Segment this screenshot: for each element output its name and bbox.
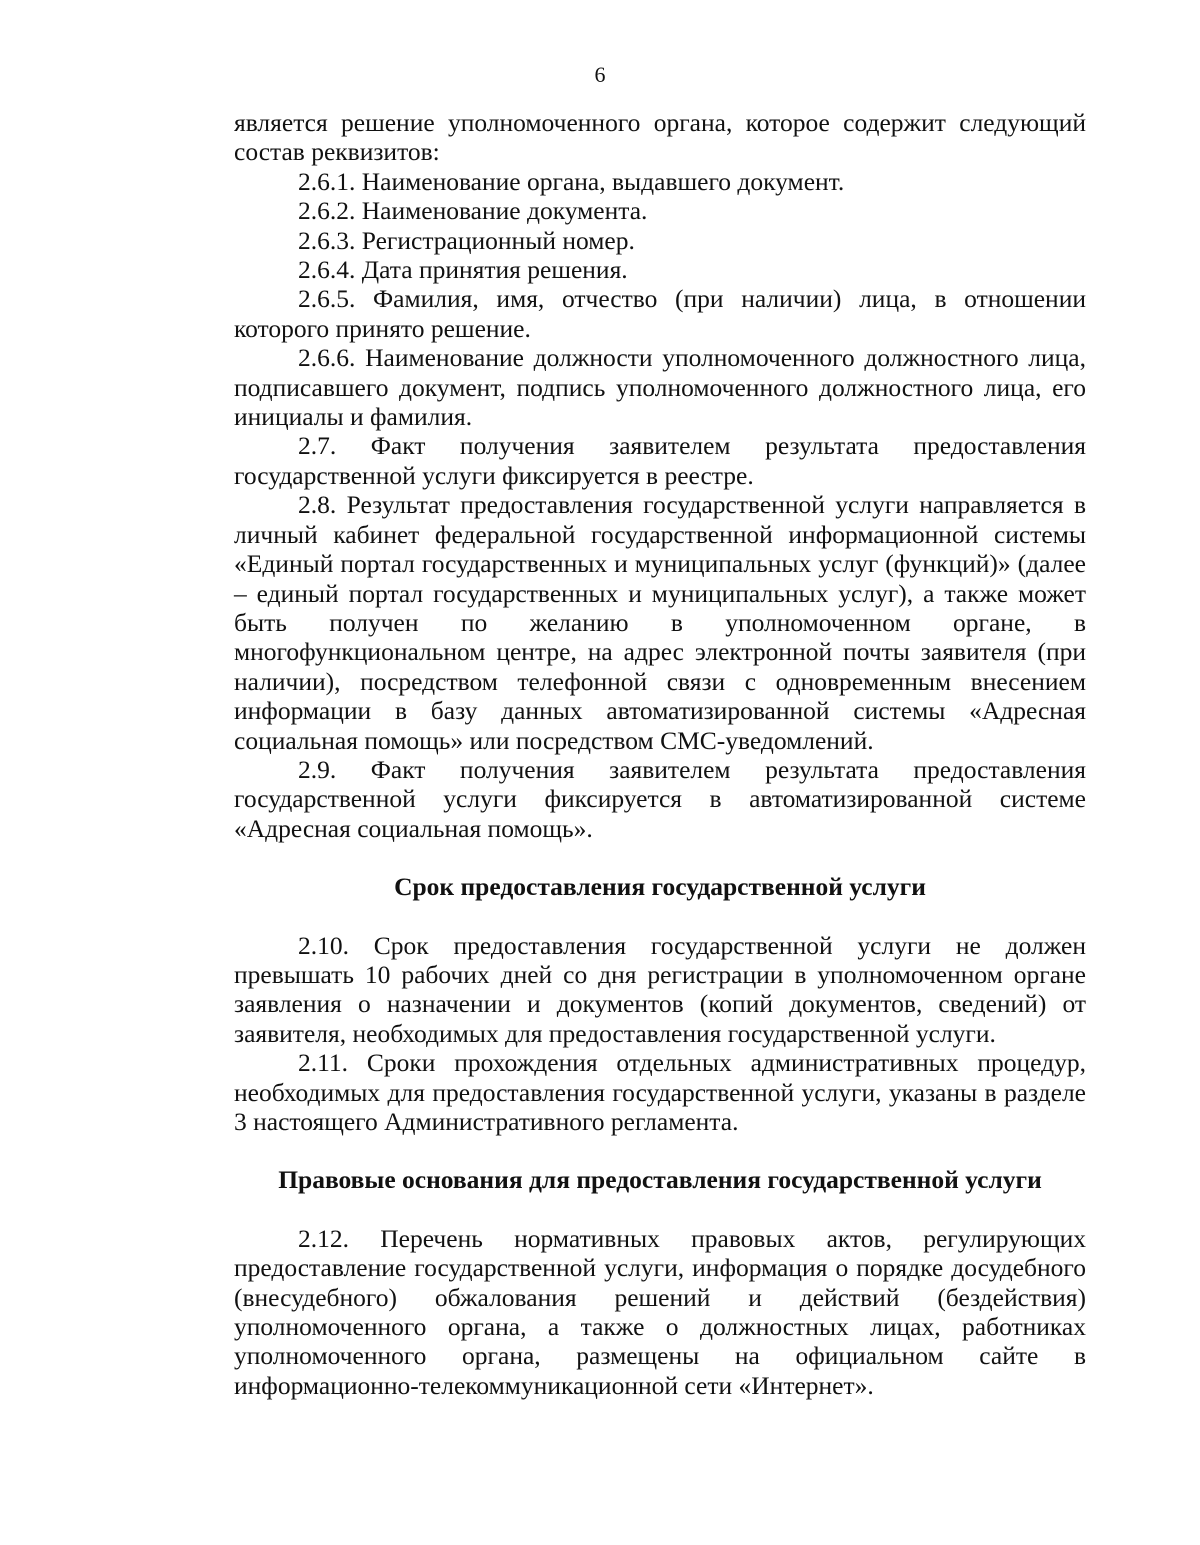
paragraph-2-7: 2.7. Факт получения заявителем результата предоставления государственной услуги фиксируется в реестре. [234,431,1086,490]
document-body [234,108,1086,1400]
paragraph-2-6-6: 2.6.6. Наименование должности уполномоченного должностного лица, подписавшего документ, подпись уполномоченного должностного лица, его инициалы и фамилия. [234,343,1086,432]
page-number: 6 [594,62,606,87]
paragraph-2-12: 2.12. Перечень нормативных правовых актов, регулирующих предоставление государственной услуги, информация о порядке досудебного (внесудебного) обжалования решений и действий (бездействия) уполномоченного органа, а также о должностных лицах, работниках уполномоченного органа, размещены на официальном сайте в информационно-телекоммуникационной сети «Интернет». [234,1223,1086,1400]
paragraph-continuation: является решение уполномоченного органа, которое содержит следующий состав реквизитов: [234,108,1086,167]
paragraph-2-6-1: 2.6.1. Наименование органа, выдавшего документ. [298,166,845,196]
paragraph-2-6-4: 2.6.4. Дата принятия решения. [298,255,628,285]
paragraph-2-8: 2.8. Результат предоставления государственной услуги направляется в личный кабинет федеральной государственной информационной системы «Единый портал государственных и муниципальных услуг (функций)» (далее – единый портал государственных и муниципальных услуг), а также может быть получен по желанию в уполномоченном органе, в многофункциональном центре, на адрес электронной почты заявителя (при наличии), посредством телефонной связи с одновременным внесением информации в базу данных автоматизированной системы «Адресная социальная помощь» или посредством СМС-уведомлений. [234,490,1086,755]
paragraph-2-9: 2.9. Факт получения заявителем результата предоставления государственной услуги фиксируется в автоматизированной системе «Адресная социальная помощь». [234,754,1086,843]
paragraph-2-6-2: 2.6.2. Наименование документа. [298,196,648,226]
paragraph-2-6-3: 2.6.3. Регистрационный номер. [298,225,635,255]
paragraph-2-6-5: 2.6.5. Фамилия, имя, отчество (при наличии) лица, в отношении которого принято решение. [234,284,1086,343]
paragraph-2-10: 2.10. Срок предоставления государственной услуги не должен превышать 10 рабочих дней со дня регистрации в уполномоченном органе заявления о назначении и документов (копий документов, сведений) от заявителя, необходимых для предоставления государственной услуги. [234,930,1086,1048]
section-heading-term: Срок предоставления государственной услуги [394,872,926,902]
paragraph-2-11: 2.11. Сроки прохождения отдельных административных процедур, необходимых для предоставления государственной услуги, указаны в разделе 3 настоящего Административного регламента. [234,1048,1086,1136]
section-heading-legal: Правовые основания для предоставления государственной услуги [278,1165,1042,1195]
